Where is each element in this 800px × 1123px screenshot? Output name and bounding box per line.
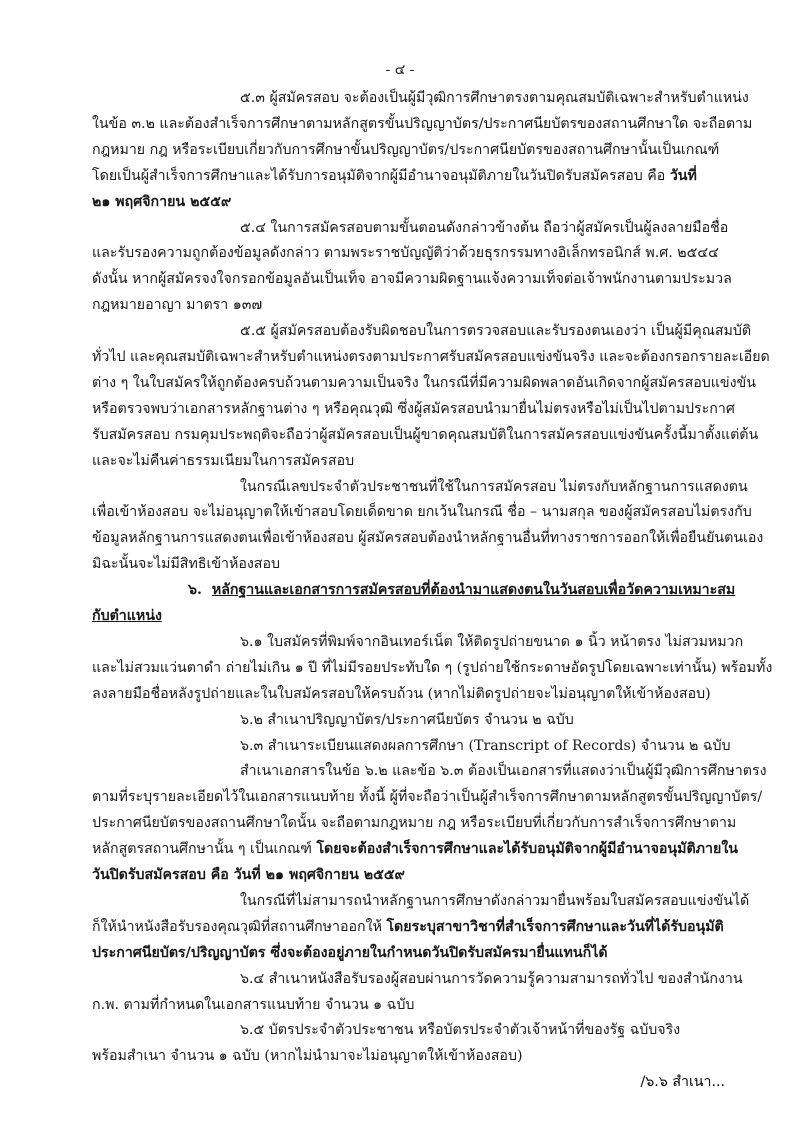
para-5-5-line-5: รับสมัครสอบ กรมคุมประพฤติจะถือว่าผู้สมัครสอบเป็นผู้ขาดคุณสมบัติในการสมัครสอบแข่งขันครั้งนี้มาตั้งแต่ต้น	[92, 426, 759, 443]
continuation-marker: /๖.๖ สำเนา...	[640, 1074, 725, 1091]
para-cert-emphasis-2: ประกาศนียบัตร/ปริญญาบัตร	[92, 944, 271, 961]
para-6-4-line-2: ก.พ. ตามที่กำหนดในเอกสารแนบท้าย จำนวน ๑ ฉบับ	[92, 996, 415, 1013]
para-5-4-line-3: ดังนั้น หากผู้สมัครจงใจกรอกข้อมูลอันเป็นเท็จ อาจมีความผิดฐานแจ้งความเท็จต่อเจ้าพนักงานตามประมวล	[92, 271, 732, 288]
para-6-3: ๖.๓ สำเนาระเบียนแสดงผลการศึกษา (Transcript of Records) จำนวน ๒ ฉบับ	[240, 737, 731, 754]
para-5-3-deadline-label: วันที่	[669, 167, 697, 184]
para-6-1-line-2: และไม่สวมแว่นตาดำ ถ่ายไม่เกิน ๑ ปี ที่ไม่มีรอยประทับใด ๆ (รูปถ่ายใช้กระดาษอัดรูปโดยเฉพาะเท่านั้น) พร้อมทั้ง	[92, 659, 773, 676]
para-6-5-line-1: ๖.๕ บัตรประจำตัวประชาชน หรือบัตรประจำตัวเจ้าหน้าที่ของรัฐ ฉบับจริง	[240, 1022, 681, 1039]
para-5-4-line-4: กฎหมายอาญา มาตรา ๑๓๗	[92, 297, 263, 314]
para-copy-text: หลักสูตรสถานศึกษานั้น ๆ เป็นเกณฑ์	[92, 841, 317, 858]
para-cert-line-1: ในกรณีที่ไม่สามารถนำหลักฐานการศึกษาดังกล่าวมายื่นพร้อมใบสมัครสอบแข่งขันได้	[240, 892, 750, 909]
para-id-line-4: มิฉะนั้นจะไม่มีสิทธิเข้าห้องสอบ	[92, 556, 280, 573]
para-5-3-line-1: ๕.๓ ผู้สมัครสอบ จะต้องเป็นผู้มีวุฒิการศึกษาตรงตามคุณสมบัติเฉพาะสำหรับตำแหน่ง	[240, 90, 749, 106]
para-5-5-line-6: และจะไม่คืนค่าธรรมเนียมในการสมัครสอบ	[92, 452, 355, 469]
para-id-line-3: ข้อมูลหลักฐานการแสดงตนเพื่อเข้าห้องสอบ ผู้สมัครสอบต้องนำหลักฐานอื่นที่ทางราชการออกให้เพื่อยืนยันตนเอง	[92, 530, 764, 547]
para-6-5-line-2: พร้อมสำเนา จำนวน ๑ ฉบับ (หากไม่นำมาจะไม่อนุญาตให้เข้าห้องสอบ)	[92, 1048, 523, 1065]
para-copy-line-2: ตามที่ระบุรายละเอียดไว้ในเอกสารแนบท้าย ทั้งนี้ ผู้ที่จะถือว่าเป็นผู้สำเร็จการศึกษาตามหลักสูตรขั้นปริญญาบัตร/	[92, 789, 763, 806]
para-copy-line-1: สำเนาเอกสารในข้อ ๖.๒ และข้อ ๖.๓ ต้องเป็นเอกสารที่แสดงว่าเป็นผู้มีวุฒิการศึกษาตรง	[240, 763, 767, 780]
para-5-5-line-4: หรือตรวจพบว่าเอกสารหลักฐานต่าง ๆ หรือคุณวุฒิ ซึ่งผู้สมัครสอบนำมายื่นไม่ตรงหรือไม่เป็นไปตามประกาศ	[92, 400, 735, 417]
para-5-4-line-1: ๕.๔ ในการสมัครสอบตามขั้นตอนดังกล่าวข้างต้น ถือว่าผู้สมัครเป็นผู้ลงลายมือชื่อ	[240, 219, 729, 236]
para-6-4-line-1: ๖.๔ สำเนาหนังสือรับรองผู้สอบผ่านการวัดความรู้ความสามารถทั่วไป ของสำนักงาน	[240, 970, 743, 987]
para-5-5-line-3: ต่าง ๆ ในใบสมัครให้ถูกต้องครบถ้วนตามความเป็นจริง ในกรณีที่มีความผิดพลาดอันเกิดจากผู้สมัครสอบแข่งขัน	[92, 374, 756, 391]
section-6-title: หลักฐานและเอกสารการสมัครสอบที่ต้องนำมาแสดงตนในวันสอบเพื่อวัดความเหมาะสม	[211, 582, 736, 599]
page-number: - ๔ -	[385, 62, 415, 78]
para-copy-line-4	[92, 839, 738, 859]
para-6-2: ๖.๒ สำเนาปริญญาบัตร/ประกาศนียบัตร จำนวน ๒ ฉบับ	[240, 711, 574, 728]
para-cert-emphasis-3: ซึ่งจะต้องอยู่ภายในกำหนดวันปิดรับสมัครมายื่นแทนก็ได้	[270, 944, 608, 961]
para-6-1-line-3: ลงลายมือชื่อหลังรูปถ่ายและในใบสมัครสอบให้ครบถ้วน (หากไม่ติดรูปถ่ายจะไม่อนุญาตให้เข้าห้องสอบ)	[92, 685, 711, 702]
para-cert-line-2	[92, 917, 724, 937]
para-copy-emphasis: โดยจะต้องสำเร็จการศึกษาและได้รับอนุมัติจากผู้มีอำนาจอนุมัติภายใน	[316, 841, 738, 858]
para-cert-line-3	[92, 943, 608, 963]
section-6-heading	[188, 580, 735, 600]
section-6-title-cont: กับตำแหน่ง	[92, 608, 162, 624]
para-6-1-line-1: ๖.๑ ใบสมัครที่พิมพ์จากอินเทอร์เน็ต ให้ติดรูปถ่ายขนาด ๑ นิ้ว หน้าตรง ไม่สวมหมวก	[240, 633, 744, 650]
para-5-3-line-4	[92, 166, 697, 186]
section-6-number: ๖.	[188, 582, 202, 599]
para-5-3-line-3: กฎหมาย กฎ หรือระเบียบเกี่ยวกับการศึกษาขั้นปริญญาบัตร/ประกาศนียบัตรของสถานศึกษานั้นเป็นเกณฑ์	[92, 141, 720, 158]
para-5-5-line-1: ๕.๕ ผู้สมัครสอบต้องรับผิดชอบในการตรวจสอบและรับรองตนเองว่า เป็นผู้มีคุณสมบัติ	[240, 323, 752, 340]
para-5-3-deadline-date: ๒๑ พฤศจิกายน ๒๕๕๙	[92, 193, 232, 210]
para-5-3-text: โดยเป็นผู้สำเร็จการศึกษาและได้รับการอนุมัติจากผู้มีอำนาจอนุมัติภายในวันปิดรับสมัครสอบ คือ	[92, 167, 670, 184]
para-copy-line-3: ประกาศนียบัตรของสถานศึกษาใดนั้น จะถือตามกฎหมาย กฎ หรือระเบียบที่เกี่ยวกับการสำเร็จการศึกษาตาม	[92, 815, 737, 832]
para-id-line-1: ในกรณีเลขประจำตัวประชาชนที่ใช้ในการสมัครสอบ ไม่ตรงกับหลักฐานการแสดงตน	[240, 478, 748, 495]
para-5-4-line-2: และรับรองความถูกต้องข้อมูลดังกล่าว ตามพระราชบัญญัติว่าด้วยธุรกรรมทางอิเล็กทรอนิกส์ พ.ศ. ๒๕๔๔	[92, 245, 719, 262]
para-id-line-2: เพื่อเข้าห้องสอบ จะไม่อนุญาตให้เข้าสอบโดยเด็ดขาด ยกเว้นในกรณี ชื่อ – นามสกุล ของผู้สมัครสอบไม่ตรงกับ	[92, 504, 752, 521]
para-5-5-line-2: ทั่วไป และคุณสมบัติเฉพาะสำหรับตำแหน่งตรงตามประกาศรับสมัครสอบแข่งขันจริง และจะต้องกรอกรายละเอียด	[92, 349, 770, 365]
para-5-3-line-2: ในข้อ ๓.๒ และต้องสำเร็จการศึกษาตามหลักสูตรขั้นปริญญาบัตร/ประกาศนียบัตรของสถานศึกษาใด จะถือตาม	[92, 115, 753, 132]
para-copy-deadline: วันปิดรับสมัครสอบ คือ วันที่ ๒๑ พฤศจิกายน ๒๕๕๙	[92, 867, 405, 883]
para-cert-emphasis: โดยระบุสาขาวิชาที่สำเร็จการศึกษาและวันที่ได้รับอนุมัติ	[386, 918, 724, 935]
para-cert-text: ก็ให้นำหนังสือรับรองคุณวุฒิที่สถานศึกษาออกให้	[92, 918, 387, 935]
